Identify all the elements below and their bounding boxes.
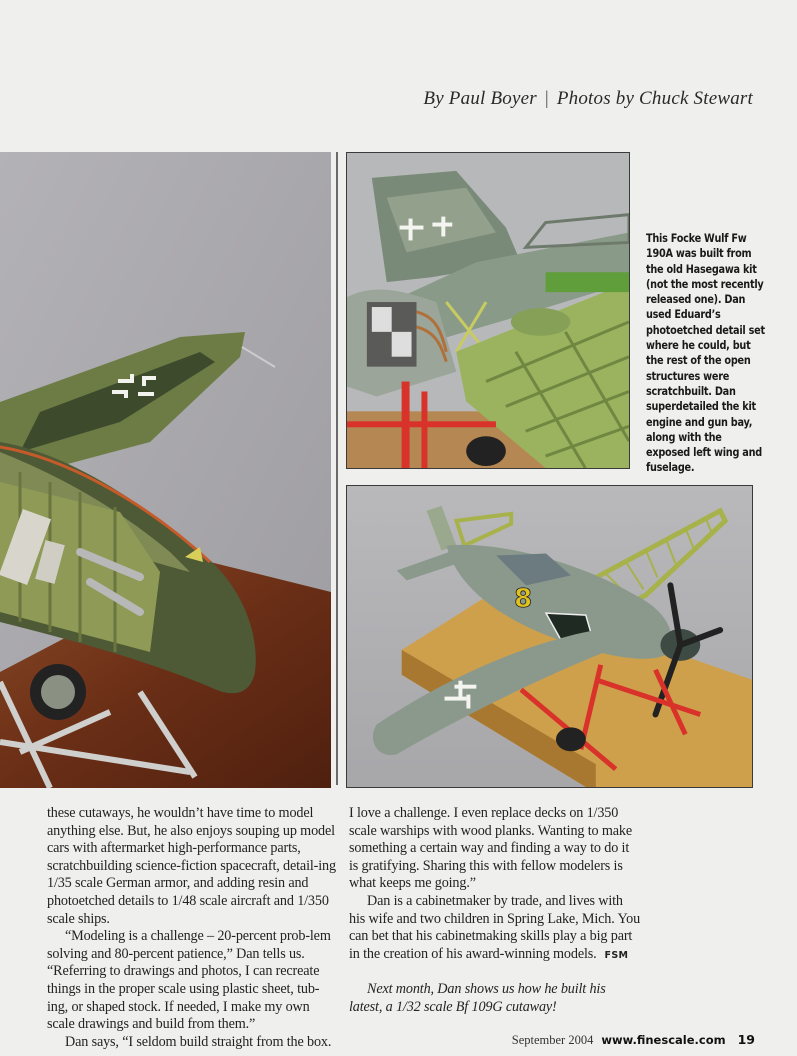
page-footer — [512, 1032, 755, 1048]
author-credit: By Paul Boyer — [423, 88, 537, 109]
photo-credit: Photos by Chuck Stewart — [556, 88, 753, 109]
aircraft-photo-image — [347, 153, 629, 468]
closing-text: Dan is a cabinetmaker by trade, and lives with his wife and two children in Spring Lake, Mich. You can bet that his cabinetmaking skills play a big part in the creation of his award-winning models. — [349, 892, 641, 962]
issue-date: September 2004 — [511, 1033, 594, 1047]
body-paragraph: these cutaways, he wouldn’t have time to model anything else. But, he also enjoys souping up model cars with aftermarket high-performance parts, scratchbuilding science-fiction spacecraft, detail-ing 1/35 scale German armor, and adding resin and photoetched details to 1/48 scale aircraft and 1/350 scale ships. — [47, 805, 336, 927]
photo-full-model — [346, 485, 753, 788]
photo-cutaway-nose — [0, 152, 331, 788]
aircraft-photo-image — [347, 486, 752, 787]
aircraft-number-marking: 8 — [514, 584, 533, 615]
page-number: 19 — [737, 1032, 755, 1047]
body-paragraph: Dan says, “I seldom build straight from the box. — [65, 1033, 332, 1050]
next-month-teaser: Next month, Dan shows us how he built his latest, a 1/32 scale Bf 109G cutaway! — [349, 981, 606, 1015]
photo-engine-cutaway — [346, 152, 630, 469]
body-column-right — [349, 805, 641, 1017]
fsm-end-mark: FSM — [604, 949, 629, 961]
column-divider-rule — [336, 152, 338, 785]
body-paragraph: “Modeling is a challenge – 20-percent prob-lem solving and 80-percent patience,” Dan tells us. “Referring to drawings and photos, I can recreate things in the proper scale using plastic sheet, tub-ing, or shaped stock. If needed, I make my own scale drawings and build from them.” — [47, 928, 331, 1033]
body-column-left — [47, 805, 337, 1051]
website-url[interactable]: www.finescale.com — [601, 1033, 726, 1047]
body-paragraph: I love a challenge. I even replace decks on 1/350 scale warships with wood planks. Wanting to make something a certain way and finding a way to do it is gratifying. Sharing this with fellow modelers is what keeps me going.” — [349, 805, 632, 892]
aircraft-photo-image — [0, 152, 331, 788]
byline — [423, 88, 753, 110]
byline-separator: | — [544, 88, 549, 109]
photo-caption: This Focke Wulf Fw 190A was built from the old Hasegawa kit (not the most recently released one). Dan used Eduard’s photoetched detail set where he could, but the rest of the open structures were scratchbuilt. Dan superdetailed the kit engine and gun bay, along with the exposed left wing and fuselage. — [646, 232, 765, 475]
body-paragraph-closing — [349, 893, 641, 964]
